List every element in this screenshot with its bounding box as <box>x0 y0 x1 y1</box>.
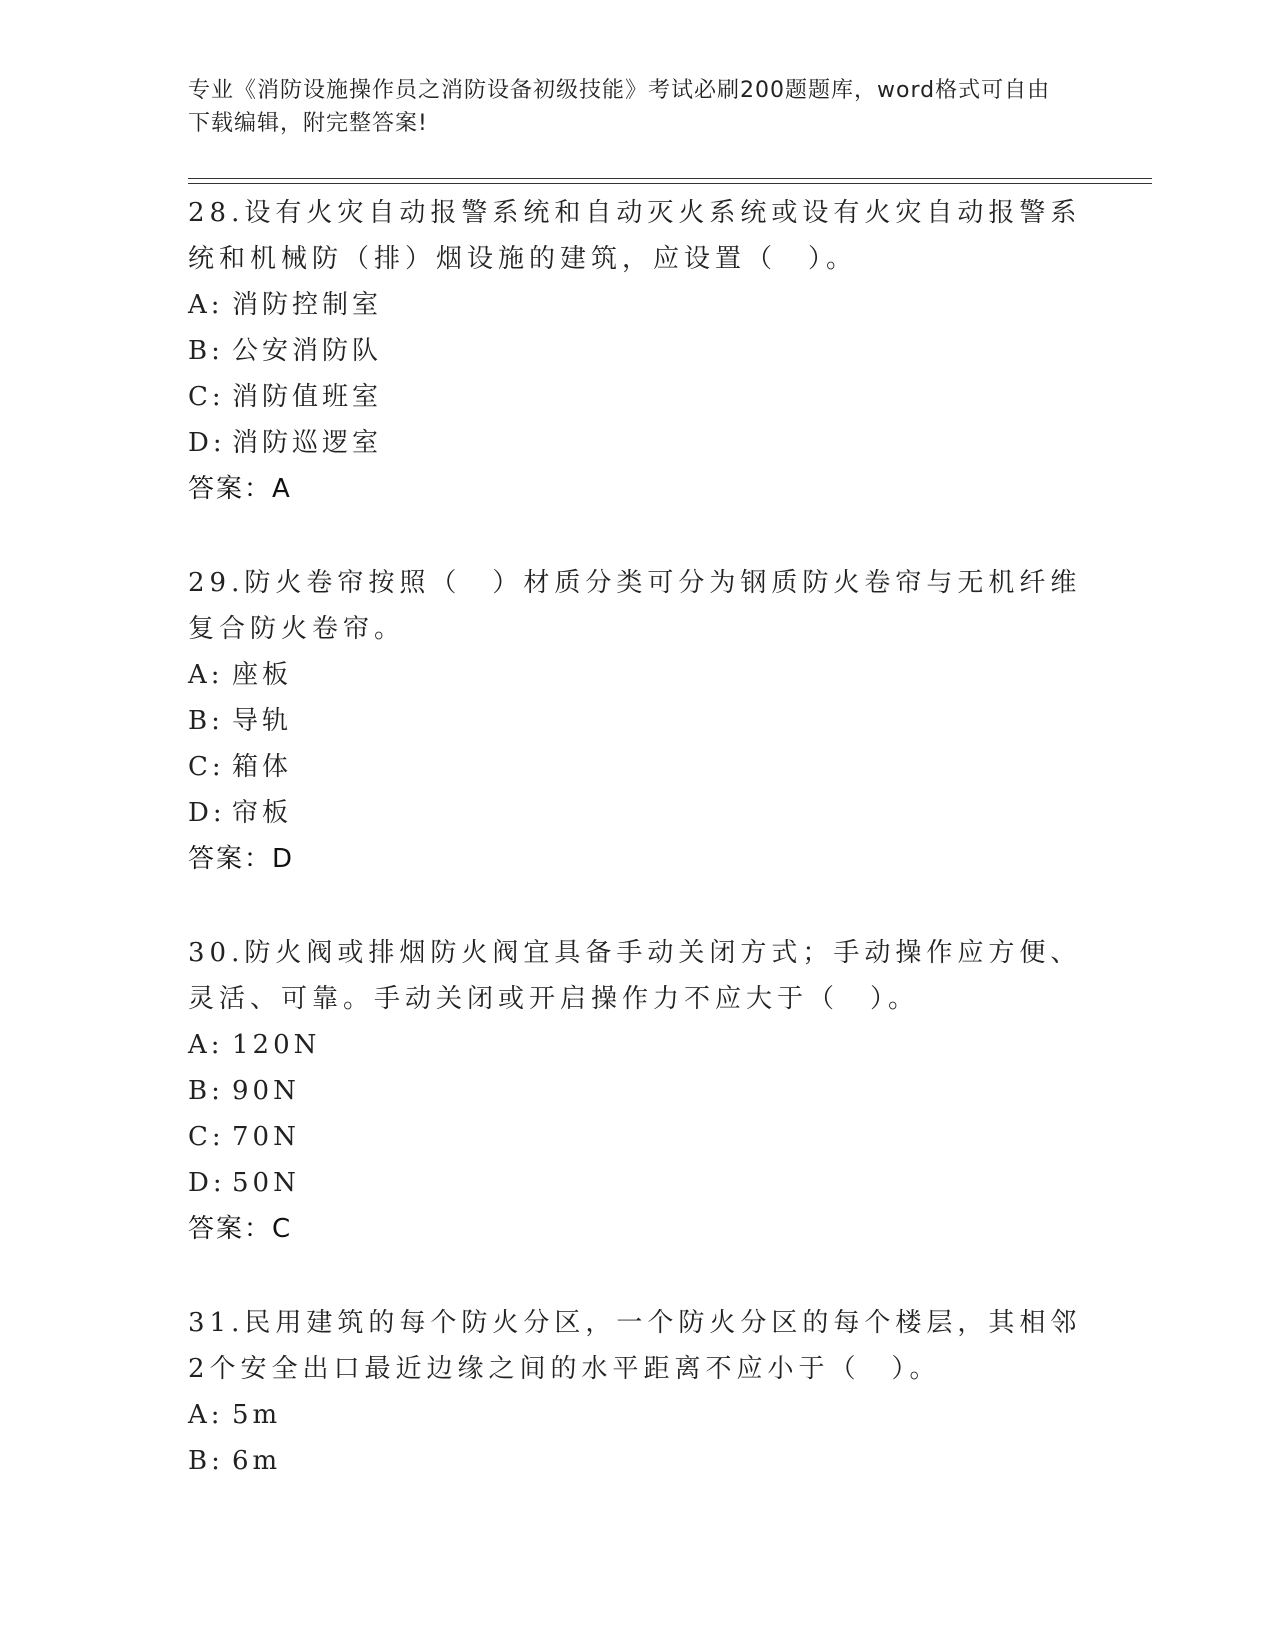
option-key: A: <box>188 1030 224 1060</box>
option-key: A: <box>188 290 224 320</box>
header-rule-top <box>188 178 1152 179</box>
option-key: C: <box>188 1122 225 1152</box>
option-text: 箱体 <box>232 752 293 782</box>
option-text: 消防控制室 <box>232 290 383 320</box>
option-d <box>188 790 1088 836</box>
option-text: 6m <box>232 1446 282 1476</box>
option-key: B: <box>188 1446 224 1476</box>
question-list <box>188 190 1088 1532</box>
option-text: 公安消防队 <box>232 336 383 366</box>
question-stem: 30.防火阀或排烟防火阀宜具备手动关闭方式；手动操作应方便、灵活、可靠。手动关闭或开启操作力不应大于（ ）。 <box>188 938 1082 1014</box>
option-key: A: <box>188 1400 224 1430</box>
question-28 <box>188 190 1088 512</box>
option-b <box>188 1068 1088 1114</box>
question-stem: 28.设有火灾自动报警系统和自动灭火系统或设有火灾自动报警系统和机械防（排）烟设施的建筑，应设置（ ）。 <box>188 198 1082 274</box>
answer-line: 答案：A <box>188 474 292 504</box>
option-text: 90N <box>232 1076 300 1106</box>
option-text: 帘板 <box>232 798 293 828</box>
option-text: 70N <box>232 1122 300 1152</box>
option-b <box>188 698 1088 744</box>
option-a <box>188 282 1088 328</box>
option-c <box>188 744 1088 790</box>
option-key: C: <box>188 382 225 412</box>
option-text: 消防巡逻室 <box>232 428 383 458</box>
option-text: 导轨 <box>232 706 293 736</box>
option-b <box>188 328 1088 374</box>
option-key: D: <box>188 798 226 828</box>
option-text: 5m <box>232 1400 282 1430</box>
option-key: A: <box>188 660 224 690</box>
document-header: 专业《消防设施操作员之消防设备初级技能》考试必刷200题题库，word格式可自由下载编辑，附完整答案! <box>188 78 1051 136</box>
header-rule-bottom <box>188 183 1152 184</box>
option-c <box>188 1114 1088 1160</box>
option-a <box>188 1022 1088 1068</box>
option-a <box>188 652 1088 698</box>
question-stem: 31.民用建筑的每个防火分区，一个防火分区的每个楼层，其相邻2个安全出口最近边缘之间的水平距离不应小于（ ）。 <box>188 1308 1082 1384</box>
option-c <box>188 374 1088 420</box>
question-stem: 29.防火卷帘按照（ ）材质分类可分为钢质防火卷帘与无机纤维复合防火卷帘。 <box>188 568 1082 644</box>
question-29 <box>188 560 1088 882</box>
option-text: 消防值班室 <box>232 382 383 412</box>
option-b <box>188 1438 1088 1484</box>
option-a <box>188 1392 1088 1438</box>
option-d <box>188 420 1088 466</box>
option-key: B: <box>188 1076 224 1106</box>
answer-line: 答案：C <box>188 1214 293 1244</box>
option-d <box>188 1160 1088 1206</box>
option-key: D: <box>188 428 226 458</box>
question-30 <box>188 930 1088 1252</box>
option-key: D: <box>188 1168 226 1198</box>
option-key: B: <box>188 706 224 736</box>
answer-line: 答案：D <box>188 844 295 874</box>
option-text: 50N <box>232 1168 300 1198</box>
question-31 <box>188 1300 1088 1484</box>
option-text: 120N <box>232 1030 321 1060</box>
option-key: B: <box>188 336 224 366</box>
option-key: C: <box>188 752 225 782</box>
option-text: 座板 <box>232 660 293 690</box>
